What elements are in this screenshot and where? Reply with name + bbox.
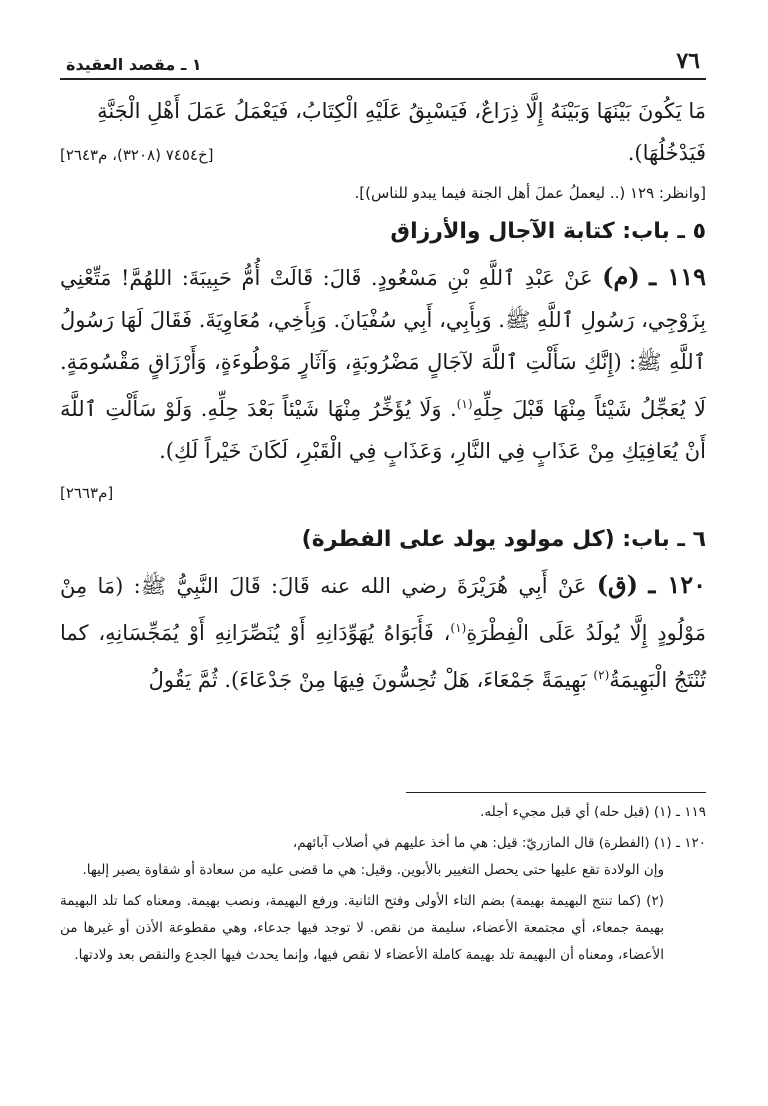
page-header xyxy=(60,40,706,80)
hadith-text: عَنْ أَبِي هُرَيْرَةَ رضي الله عنه قَالَ: قَالَ النَّبِيُّ ﷺ: (مَا مِنْ مَوْلُودٍ إِلَّا يُولَدُ عَلَى الْفِطْرَةِ xyxy=(60,574,706,645)
hadith-119-ref-line xyxy=(60,472,706,514)
hadith-number: ١١٩ ـ xyxy=(649,262,706,291)
chapter-heading-6: ٦ ـ باب: (كل مولود يولد على الفطرة) xyxy=(301,527,706,552)
chapter-heading-5: ٥ ـ باب: كتابة الآجال والأرزاق xyxy=(390,219,706,244)
hadith-119 xyxy=(60,256,706,472)
collection-marker: (ق) xyxy=(596,570,639,599)
footnote-120-1-cont: وإن الولادة تقع عليها حتى يحصل التغيير بالأبوين. وقيل: هي ما قضى عليه من سعادة أو شقاوة يصير إليها. xyxy=(82,862,664,878)
see-also-note: [وانظر: ١٢٩ (.. ليعملُ عملَ أهل الجنة فيما يبدو للناس)]. xyxy=(354,184,706,202)
footnote-120-2: (٢) (كما تنتج البهيمة بهيمة) بضم التاء الأولى وفتح الثانية. ورفع البهيمة، ونصب بهيمة. ومعناه كما تلد البهيمة بهيمة جمعاء، أي مجتمعة الأعضاء، سليمة من نقص. لا توجد فيها جدعاء، وهي مقطوعة الأذن أو غيرها من الأعضاء، ومعناه أن البهيمة تلد بهيمة كاملة الأعضاء لا نقص فيها، وإنما يحدث فيها الجدع والنقص بعد ولادتها. xyxy=(60,893,664,963)
hadith-number: ١٢٠ ـ xyxy=(648,570,706,599)
footnote-120-1-head: ١٢٠ ـ (١) (الفطرة) قال المازريّ: قيل: هي ما أخذ عليهم في أصلاب آبائهم، xyxy=(292,835,706,851)
footnote-119-1: ١١٩ ـ (١) (قبل حله) أي قبل مجيء أجله. xyxy=(480,804,706,820)
page-number: ٧٦ xyxy=(676,48,700,74)
continued-hadith-line: مَا يَكُونَ بَيْنَهَا وَبَيْنَهُ إِلَّا ذِرَاعٌ، فَيَسْبِقُ عَلَيْهِ الْكِتَابُ، فَيَعْمَلُ عَمَلَ أَهْلِ الْجَنَّةِ xyxy=(97,99,706,123)
footnote-mark: (١) xyxy=(456,397,473,411)
footnote-divider xyxy=(406,792,706,793)
footnote-mark: (١) xyxy=(450,621,467,635)
continued-hadith-text: فَيَدْخُلُهَا). xyxy=(627,141,706,165)
hadith-text-cont: ، فَأَبَوَاهُ يُهَوِّدَانِهِ أَوْ يُنَصِّرَانِهِ أَوْ يُمَجِّسَانِهِ، كما تُنْتَجُ الْبَهِيمَةُ xyxy=(60,621,706,692)
source-reference: [خ٧٤٥٤ (٣٢٠٨)، م٢٦٤٣] xyxy=(60,146,214,164)
main-text xyxy=(60,90,706,701)
book-page xyxy=(60,40,706,1086)
continued-hadith-end xyxy=(60,132,706,176)
hadith-text-end: بَهِيمَةً جَمْعَاءَ، هَلْ تُحِسُّونَ فِيهَا مِنْ جَدْعَاءَ). ثُمَّ يَقُولُ xyxy=(148,668,594,692)
hadith-text-cont: . وَلَا يُؤَخِّرُ مِنْهَا شَيْئاً بَعْدَ حِلِّهِ. وَلَوْ سَأَلْتِ ٱللَّهَ أَنْ يُعَافِيَكِ مِنْ عَذَابٍ فِي النَّارِ، وَعَذَابٍ فِي الْقَبْرِ، لَكَانَ خَيْراً لَكِ). xyxy=(60,397,706,463)
footnotes xyxy=(60,792,706,973)
running-title: ١ ـ مقصد العقيدة xyxy=(66,55,202,74)
footnote-120-1 xyxy=(60,830,706,884)
hadith-120 xyxy=(60,564,706,701)
source-reference: [م٢٦٦٣] xyxy=(60,484,114,502)
footnote-mark: (٢) xyxy=(593,668,610,682)
collection-marker: (م) xyxy=(602,262,640,291)
hadith-text: عَنْ عَبْدِ ٱللَّهِ بْنِ مَسْعُودٍ. قَالَ: قَالَتْ أُمُّ حَبِيبَةَ: اللهُمَّ! مَتِّعْنِي بِزَوْجِي، رَسُولِ ٱللَّهِ ﷺ. وَبِأَبِي، أَبِي سُفْيَانَ. وَبِأَخِي، مُعَاوِيَةَ. فَقَالَ لَهَا رَسُولُ ٱللَّهِ ﷺ: (إِنَّكِ سَأَلْتِ ٱللَّهَ لآجَالٍ مَضْرُوبَةٍ، وَآثَارٍ مَوْطُوءَةٍ، وَأَرْزَاقٍ مَقْسُومَةٍ. لَا يُعَجِّلُ شَيْئاً مِنْهَا قَبْلَ حِلِّهِ xyxy=(60,266,706,421)
